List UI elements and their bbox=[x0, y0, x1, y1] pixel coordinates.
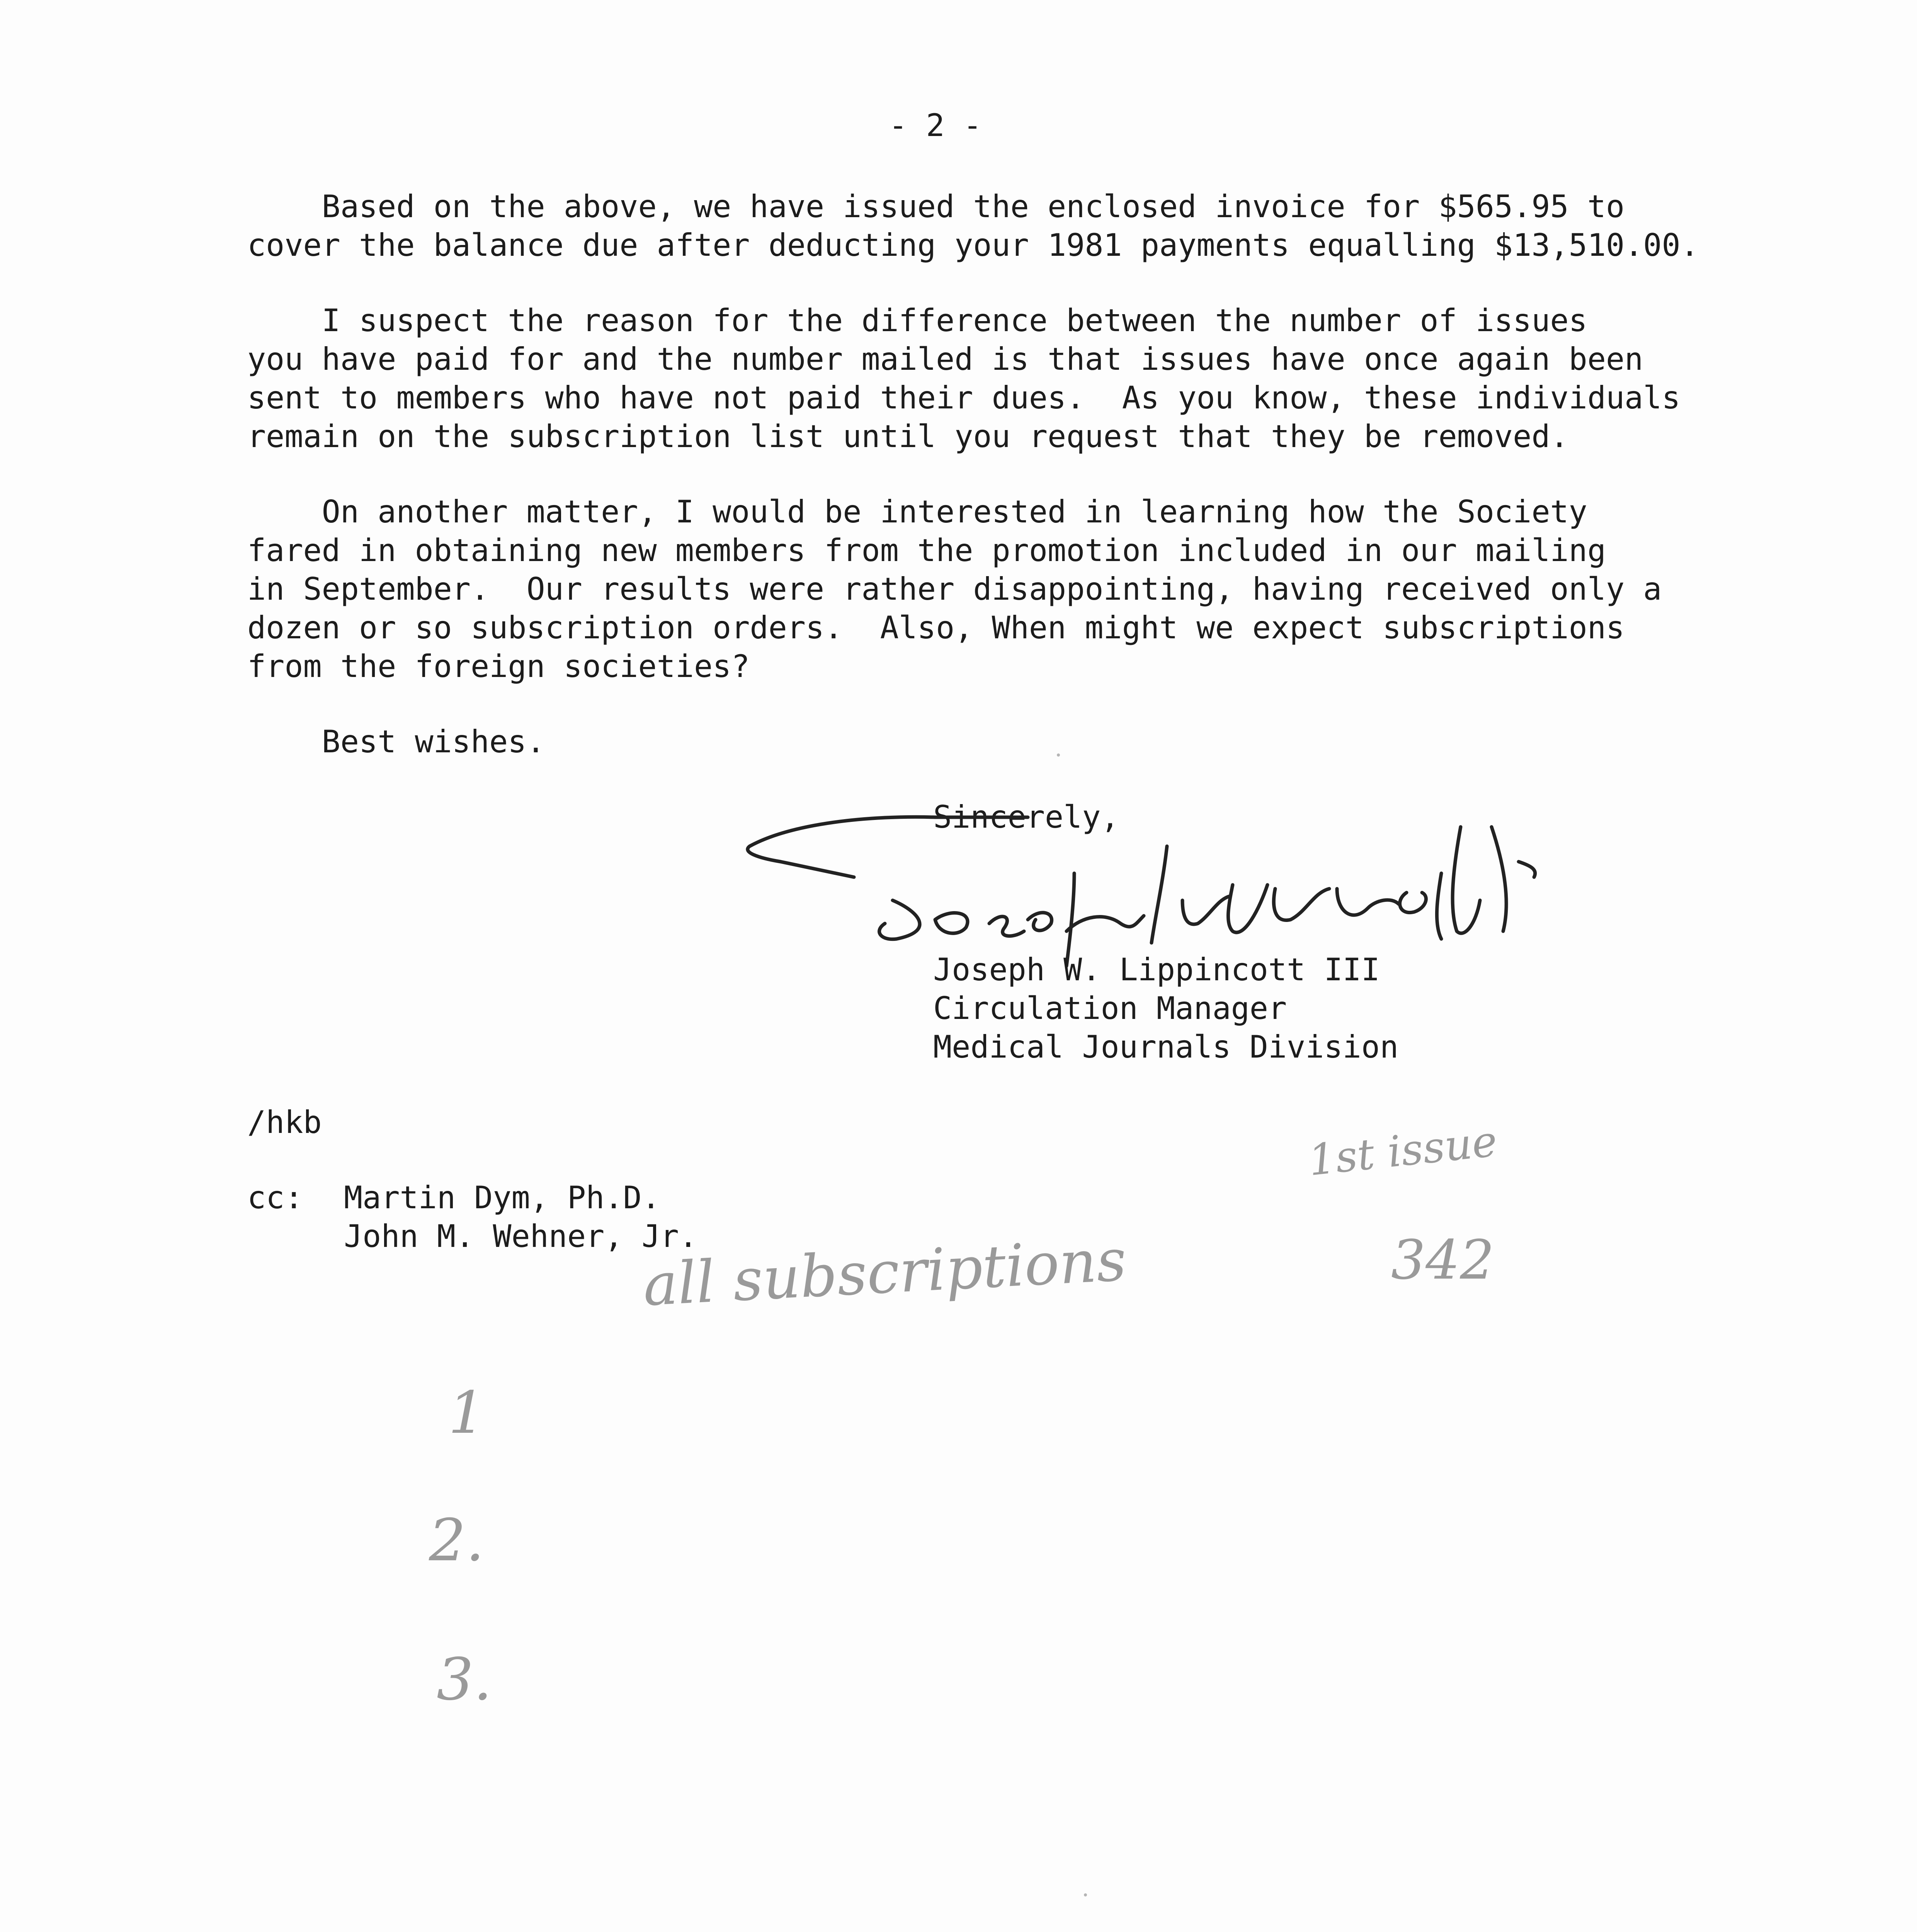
paragraph-3-line-5: from the foreign societies? bbox=[247, 648, 750, 684]
paragraph-3-line-3: in September. Our results were rather disappointing, having received only a bbox=[247, 571, 1662, 607]
paragraph-2-line-2: you have paid for and the number mailed is that issues have once again been bbox=[247, 341, 1643, 377]
handwritten-note-first-issue: 1st issue bbox=[1306, 1116, 1500, 1185]
handwritten-list-mark-2: 2. bbox=[429, 1507, 485, 1574]
paragraph-3-line-1: On another matter, I would be interested in learning how the Society bbox=[247, 494, 1587, 530]
scan-speck bbox=[1057, 753, 1060, 757]
handwritten-list-mark-3: 3. bbox=[437, 1646, 492, 1713]
cc-recipient-1: Martin Dym, Ph.D. bbox=[344, 1180, 660, 1216]
paragraph-2-line-4: remain on the subscription list until you request that they be removed. bbox=[247, 418, 1569, 454]
closing-sincerely: Sincerely, bbox=[933, 799, 1119, 835]
best-wishes: Best wishes. bbox=[247, 724, 545, 760]
signer-title: Circulation Manager bbox=[933, 990, 1287, 1026]
scan-speck bbox=[1084, 1893, 1087, 1896]
handwritten-note-342: 342 bbox=[1391, 1229, 1495, 1292]
handwritten-note-all-subscriptions: all subscriptions bbox=[641, 1226, 1128, 1319]
paragraph-3-line-4: dozen or so subscription orders. Also, When might we expect subscriptions bbox=[247, 610, 1625, 646]
paragraph-1-line-2: cover the balance due after deducting your 1981 payments equalling $13,510.00. bbox=[247, 227, 1699, 263]
paragraph-3-line-2: fared in obtaining new members from the promotion included in our mailing bbox=[247, 532, 1606, 568]
paragraph-2-line-1: I suspect the reason for the difference between the number of issues bbox=[247, 303, 1587, 338]
typist-initials: /hkb bbox=[247, 1104, 322, 1140]
page-number: - 2 - bbox=[889, 107, 982, 143]
signer-name: Joseph W. Lippincott III bbox=[933, 952, 1380, 988]
paragraph-1-line-1: Based on the above, we have issued the enclosed invoice for $565.95 to bbox=[247, 189, 1625, 224]
cc-recipient-2: John M. Wehner, Jr. bbox=[344, 1218, 698, 1254]
cc-label: cc: bbox=[247, 1180, 303, 1216]
paragraph-2-line-3: sent to members who have not paid their dues. As you know, these individuals bbox=[247, 380, 1681, 416]
signer-division: Medical Journals Division bbox=[933, 1029, 1399, 1065]
handwritten-list-mark-1: 1 bbox=[448, 1379, 485, 1447]
